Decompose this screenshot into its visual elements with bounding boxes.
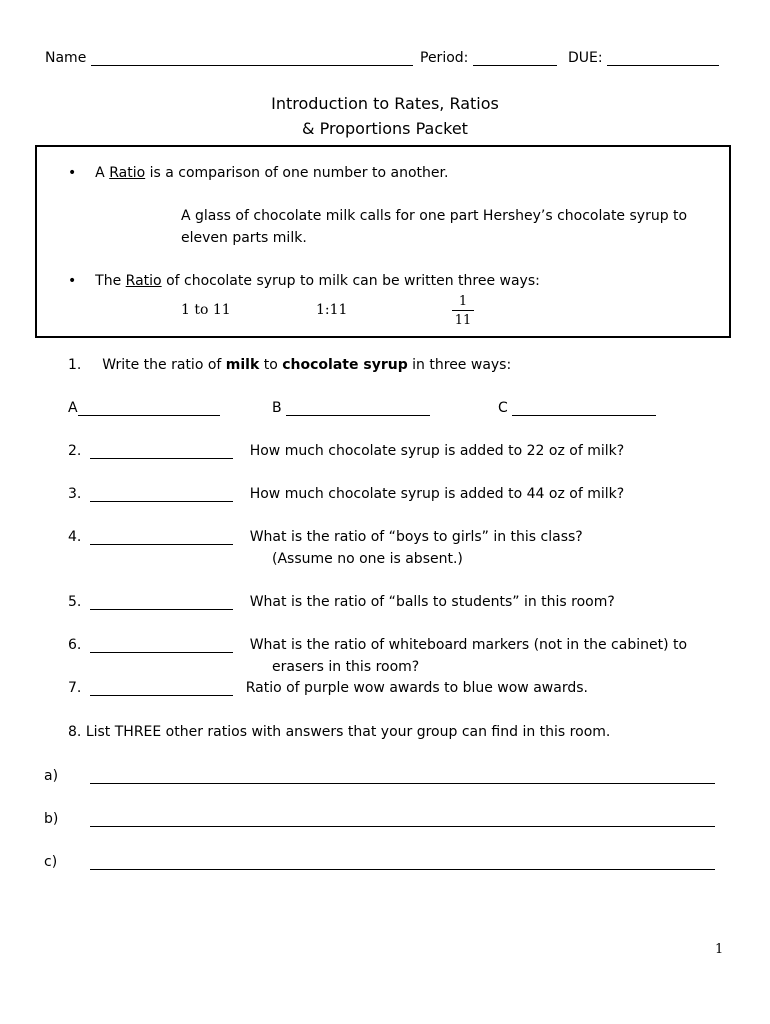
ratio-way-fraction <box>452 294 474 328</box>
question-1: 1. Write the ratio of milk to chocolate syrup in three ways: <box>68 357 512 373</box>
example-line-1: A glass of chocolate milk calls for one part Hershey’s chocolate syrup to <box>181 208 688 224</box>
answer-8a-row <box>90 768 715 784</box>
ratio-way-words: 1 to 11 <box>181 302 231 318</box>
fraction-denominator: 11 <box>454 313 472 328</box>
page-number: 1 <box>715 942 724 957</box>
bullet-icon: • <box>68 165 77 181</box>
bullet-icon: • <box>68 273 77 289</box>
due-field-row <box>568 50 719 66</box>
question-2: 2. How much chocolate syrup is added to 22 oz of milk? <box>68 443 625 459</box>
due-blank[interactable] <box>607 50 719 66</box>
answer-c-row: C <box>498 400 656 416</box>
question-4: 4. What is the ratio of “boys to girls” in this class? <box>68 529 583 545</box>
answer-5-blank[interactable] <box>90 594 233 610</box>
question-3: 3. How much chocolate syrup is added to 44 oz of milk? <box>68 486 625 502</box>
answer-a-row: A <box>68 400 220 416</box>
answer-3-blank[interactable] <box>90 486 233 502</box>
bullet-ratio-definition: • A Ratio is a comparison of one number to another. <box>68 165 449 181</box>
period-label: Period: <box>420 50 469 66</box>
question-5: 5. What is the ratio of “balls to students” in this room? <box>68 594 615 610</box>
due-label: DUE: <box>568 50 603 66</box>
answer-2-blank[interactable] <box>90 443 233 459</box>
answer-8a-blank[interactable] <box>90 768 715 784</box>
period-blank[interactable] <box>473 50 557 66</box>
answer-8b-row <box>90 811 715 827</box>
list-label-a: a) <box>44 768 59 784</box>
ratio-term: Ratio <box>125 273 162 289</box>
page-subtitle: & Proportions Packet <box>302 119 468 138</box>
ratio-way-colon: 1:11 <box>316 302 348 318</box>
answer-8c-row <box>90 854 715 870</box>
question-8: 8. List THREE other ratios with answers that your group can find in this room. <box>68 724 611 740</box>
answer-b-blank[interactable] <box>286 400 430 416</box>
answer-4-blank[interactable] <box>90 529 233 545</box>
fraction-bar <box>452 310 474 311</box>
list-label-b: b) <box>44 811 59 827</box>
fraction-numerator: 1 <box>458 294 468 309</box>
question-7: 7. Ratio of purple wow awards to blue wow awards. <box>68 680 588 696</box>
answer-c-blank[interactable] <box>512 400 656 416</box>
question-6-continued: erasers in this room? <box>272 659 420 675</box>
answer-6-blank[interactable] <box>90 637 233 653</box>
list-label-c: c) <box>44 854 58 870</box>
name-label: Name <box>45 50 87 66</box>
answer-a-blank[interactable] <box>78 400 220 416</box>
answer-7-blank[interactable] <box>90 680 233 696</box>
example-line-2: eleven parts milk. <box>181 230 307 246</box>
question-6: 6. What is the ratio of whiteboard markers (not in the cabinet) to <box>68 637 688 653</box>
ratio-term: Ratio <box>109 165 146 181</box>
period-field-row <box>420 50 557 66</box>
name-blank[interactable] <box>91 50 413 66</box>
page-title: Introduction to Rates, Ratios <box>271 94 499 113</box>
name-field-row <box>45 50 413 66</box>
answer-8c-blank[interactable] <box>90 854 715 870</box>
answer-b-row: B <box>272 400 430 416</box>
bullet-ratio-ways: • The Ratio of chocolate syrup to milk can be written three ways: <box>68 273 540 289</box>
question-4-note: (Assume no one is absent.) <box>272 551 463 567</box>
answer-8b-blank[interactable] <box>90 811 715 827</box>
